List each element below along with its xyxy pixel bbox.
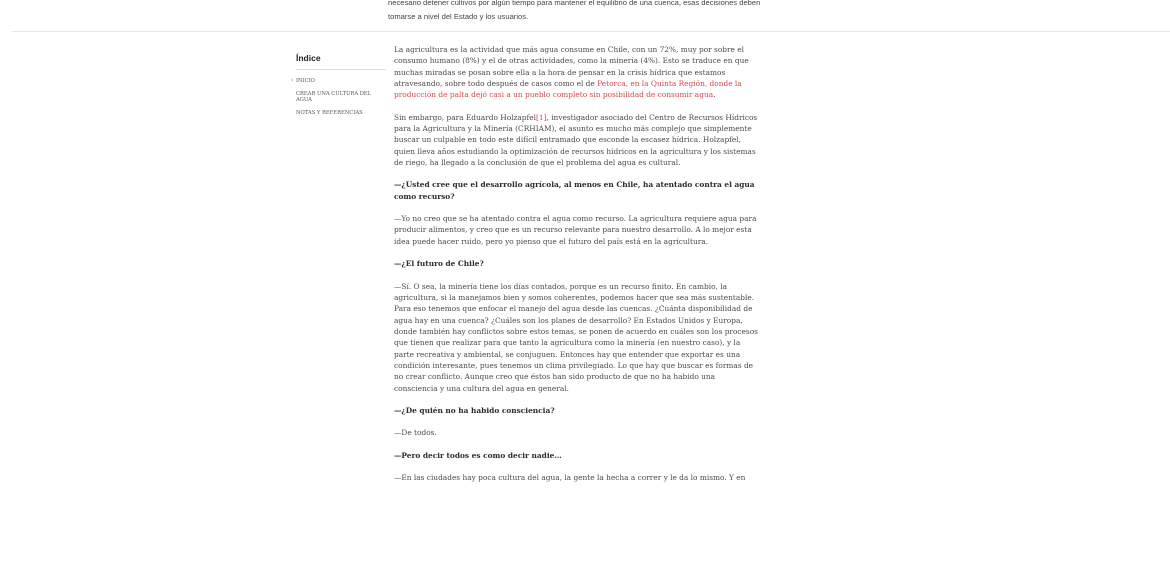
toc-item-cultura-del-agua[interactable]: CREAR UNA CULTURA DEL AGUA — [296, 90, 372, 104]
table-of-contents — [296, 53, 386, 122]
index-title: Índice — [296, 53, 386, 70]
petorca-link[interactable]: Petorca, en la Quinta Región, donde la producción de palta dejó casi a un pueblo completo sin posibilidad de consumir agua — [394, 79, 742, 100]
answer-3: —De todos. — [394, 428, 437, 438]
paragraph-holzapfel: Sin embargo, para Eduardo Holzapfel[1], investigador asociado del Centro de Recursos Hídricos para la Agricultura y la Minería (CRHIAM), el asunto es mucho más complejo que simplemente buscar un culpable en todo este difícil entramado que esconde la escasez hídrica. Holzapfel, quien lleva años estudiando la optimización de recursos hídricos en la agricultura y los sistemas de riego, ha llegado a la conclusión de que el problema del agua es cultural. — [394, 112, 758, 168]
question-3: —¿De quién no ha habido consciencia? — [394, 405, 555, 415]
answer-1: —Yo no creo que se ha atentado contra el agua como recurso. La agricultura requiere agua para producir alimentos, y creo que es un recurso relevante para nuestro desarrollo. A lo mejor esta idea puede hacer ruido, pero yo pienso que el futuro del país está en la agricultura. — [394, 214, 757, 246]
footnote-ref-1[interactable]: [1] — [536, 112, 547, 122]
answer-4: —En las ciudades hay poca cultura del agua, la gente la hecha a correr y le da lo mismo. Y en — [394, 472, 746, 482]
intro-paragraph: necesario detener cultivos por algún tiempo para mantener el equilibrio de una cuenca, esas decisiones deben tomarse a nivel del Estado y los usuarios. — [388, 0, 761, 21]
section-divider — [12, 31, 1170, 32]
answer-2: —Sí. O sea, la minería tiene los días contados, porque es un recurso finito. En cambio, la agricultura, si la manejamos bien y somos coherentes, podemos hacer que sea más sustentable. Para eso tenemos que enfocar el manejo del agua desde las cuencas. ¿Cuánta disponibilidad de agua hay en una cuenca? ¿Cuáles son los planes de desarrollo? En Estados Unidos y Europa, donde también hay conflictos sobre estos temas, se ponen de acuerdo en cuáles son los procesos que tienen que realizar para que tanto la agricultura como la minería (en nuestro caso), y la parte recreativa y ambiental, se conjuguen. Entonces hay que entender que exportar es una condición interesante, pues tenemos un clima privilegiado. Lo que hay que buscar es formas de no crear conflicto. Aunque creo que éstos han sido producto de que no ha habido una consciencia y una cultura del agua en general. — [394, 281, 758, 393]
question-2: —¿El futuro de Chile? — [394, 259, 484, 269]
article-body — [394, 44, 760, 494]
toc-item-inicio[interactable]: › INICIO — [296, 78, 386, 85]
paragraph-intro: La agricultura es la actividad que más agua consume en Chile, con un 72%, muy por sobre el consumo humano (8%) y el de otras actividades, como la minería (4%). Esto se traduce en que muchas miradas se posan sobre ella a la hora de pensar en la crisis hídrica que estamos atravesando, sobre todo después de casos como el de Petorca, en la Quinta Región, donde la producción de palta dejó casi a un pueblo completo sin posibilidad de consumir agua. — [394, 45, 749, 100]
question-1: —¿Usted cree que el desarrollo agrícola, al menos en Chile, ha atentado contra el agua como recurso? — [394, 180, 755, 201]
toc-item-notas-referencias[interactable]: NOTAS Y REFERENCIAS — [296, 109, 363, 116]
question-4: —Pero decir todos es como decir nadie… — [394, 450, 562, 460]
